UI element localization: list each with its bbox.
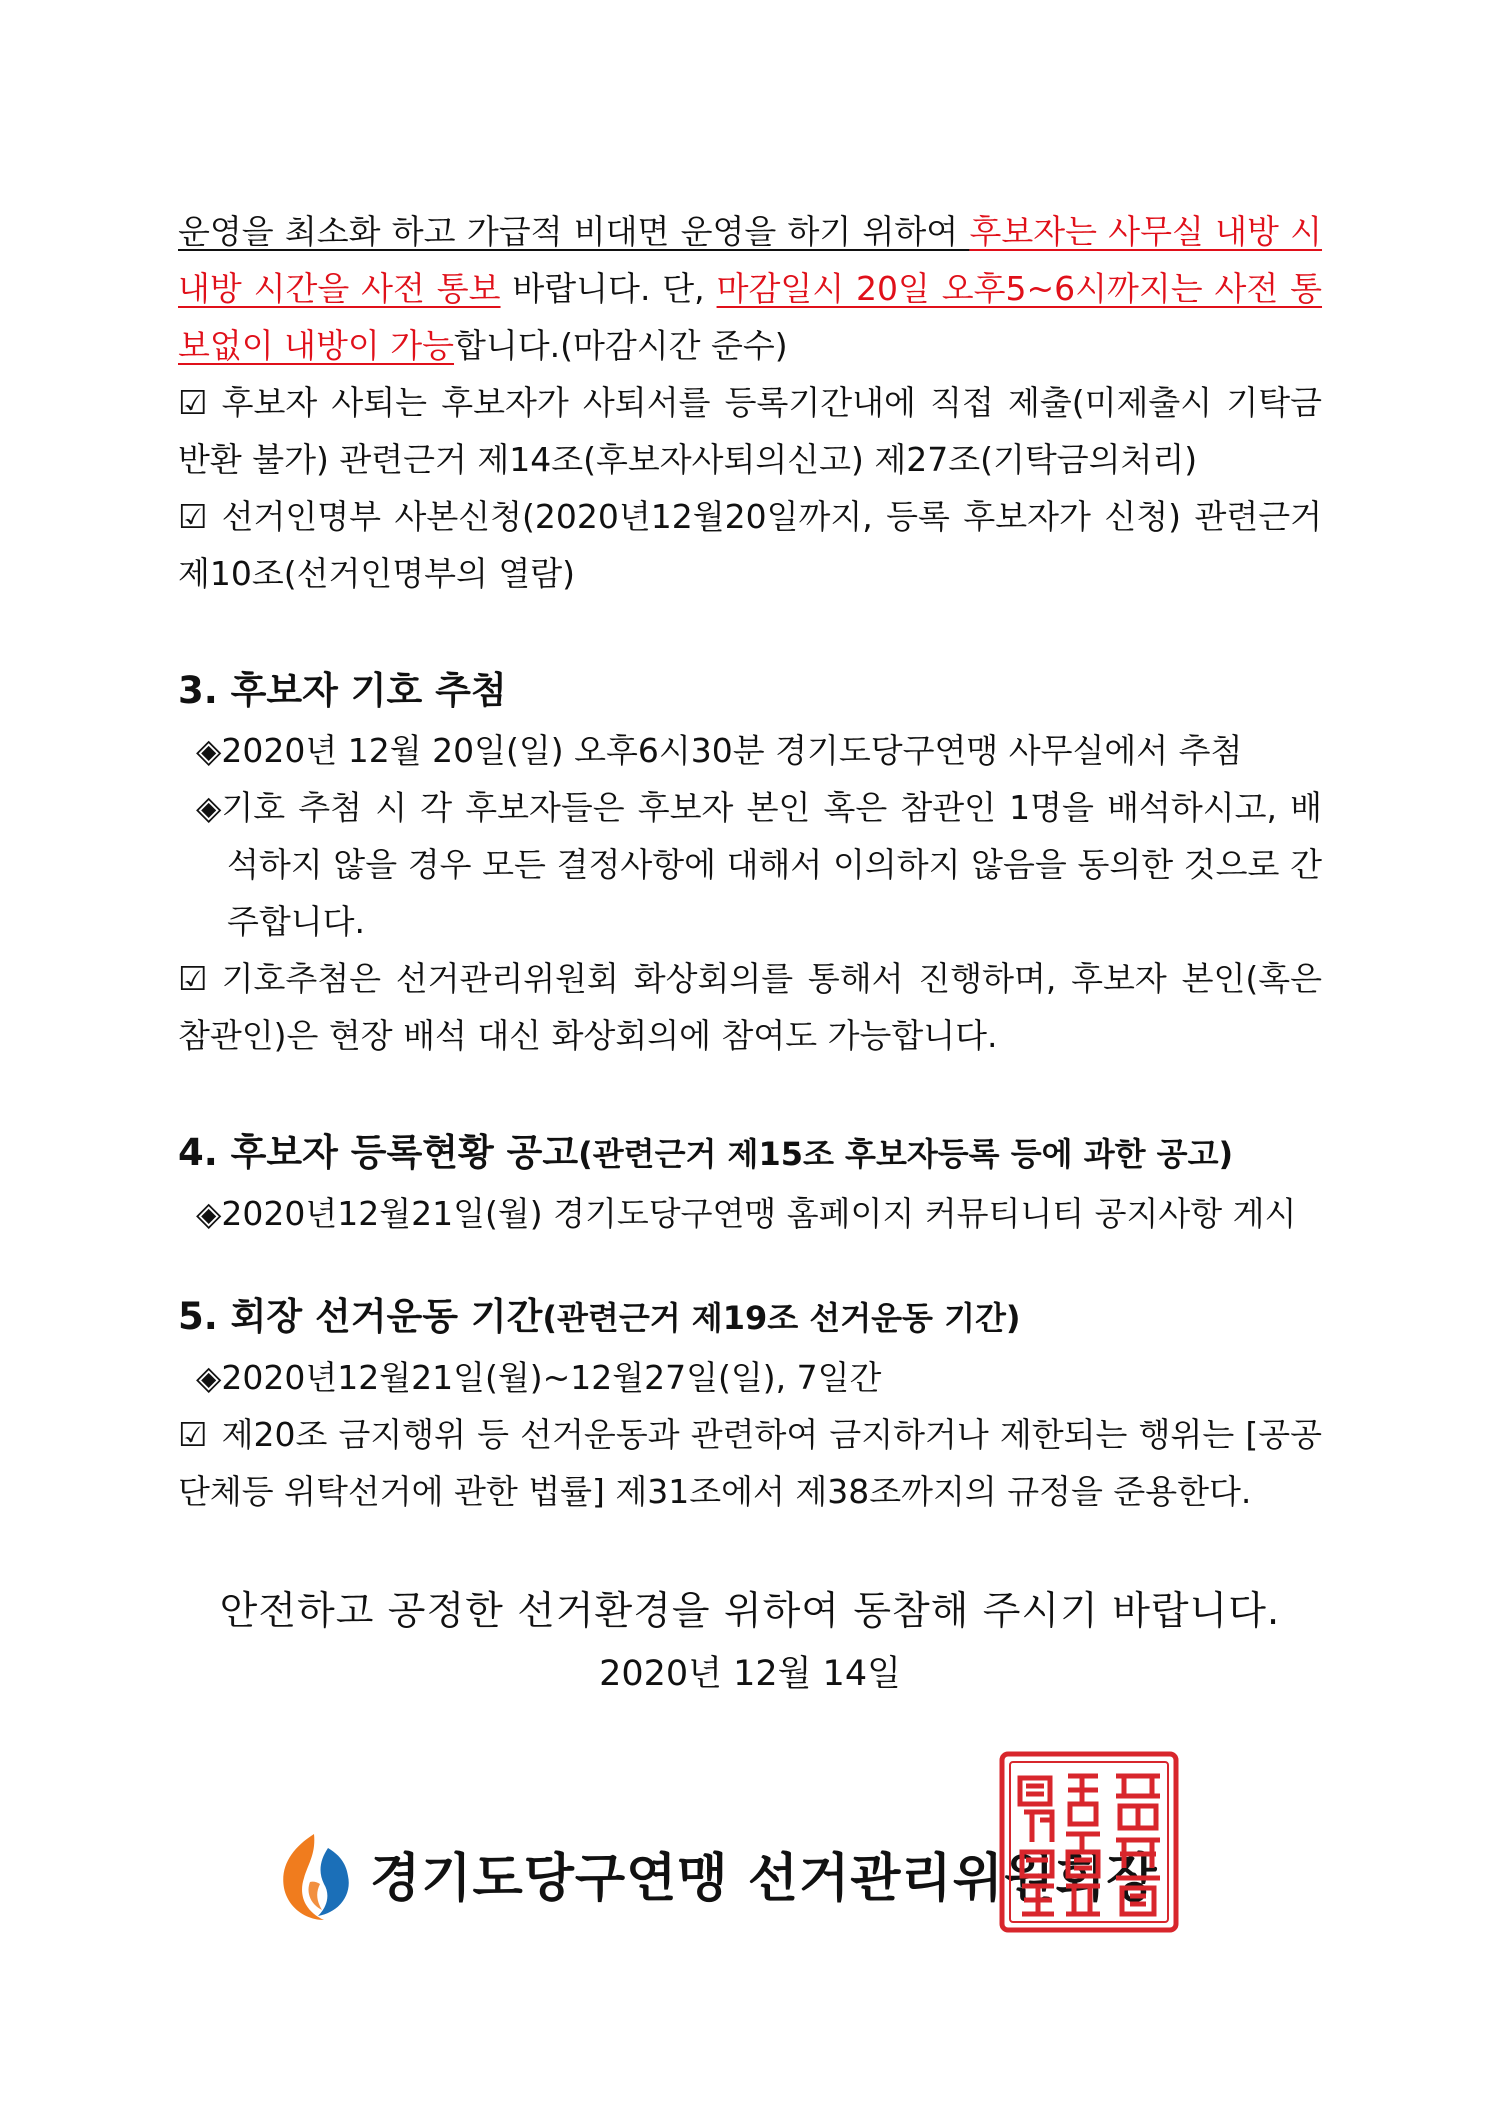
checkbox-icon: ☑: [178, 959, 208, 998]
resignation-note: [178, 374, 1322, 488]
checkbox-icon: ☑: [178, 1415, 208, 1454]
diamond-icon: ◈: [196, 731, 222, 770]
notice-paragraph: [178, 203, 1322, 374]
document-date: 2020년 12월 14일: [599, 1654, 901, 1694]
closing-statement: 안전하고 공정한 선거환경을 위하여 동참해 주시기 바랍니다.: [219, 1589, 1281, 1634]
section-5-heading: 5. 회장 선거운동 기간(관련근거 제19조 선거운동 기간): [178, 1295, 1021, 1338]
diamond-icon: ◈: [196, 788, 222, 827]
document-body: [178, 203, 1322, 1704]
section-4-item-1: ◈2020년12월21일(월) 경기도당구연맹 홈페이지 커뮤티니티 공지사항 게시: [196, 1194, 1297, 1233]
notice-text-c: 바랍니다. 단,: [500, 269, 717, 308]
resignation-text: 후보자 사퇴는 후보자가 사퇴서를 등록기간내에 직접 제출(미제출시 기탁금 반환 불가) 관련근거 제14조(후보자사퇴의신고) 제27조(기탁금의처리): [178, 383, 1322, 479]
section-3-item-1: ◈2020년 12월 20일(일) 오후6시30분 경기도당구연맹 사무실에서 추첨: [196, 731, 1243, 770]
section-3-note: ☑ 기호추첨은 선거관리위원회 화상회의를 통해서 진행하며, 후보자 본인(혹은 참관인)은 현장 배석 대신 화상회의에 참여도 가능합니다.: [178, 950, 1322, 1064]
section-3-heading: 3. 후보자 기호 추첨: [178, 669, 507, 712]
diamond-icon: ◈: [196, 1358, 222, 1397]
section-5-note: ☑ 제20조 금지행위 등 선거운동과 관련하여 금지하거나 제한되는 행위는 [공공단체등 위탁선거에 관한 법률] 제31조에서 제38조까지의 규정을 준용한다.: [178, 1406, 1322, 1520]
notice-text-a: 운영을 최소화 하고 가급적 비대면 운영을 하기 위하여: [178, 212, 970, 251]
section-3-item-2: ◈기호 추첨 시 각 후보자들은 후보자 본인 혹은 참관인 1명을 배석하시고, 배석하지 않을 경우 모든 결정사항에 대해서 이의하지 않음을 동의한 것으로 간주합니다.: [196, 788, 1322, 941]
signature-block: [270, 1822, 1230, 1942]
organization-signature: 경기도당구연맹 선거관리위원회장: [370, 1849, 1158, 1909]
notice-text-highlight-2: 마감일시 20일 오후5~6시까지는 사전 통보없이 내방이 가능: [178, 269, 1323, 365]
federation-logo-icon: [270, 1830, 356, 1926]
checkbox-icon: ☑: [178, 497, 208, 536]
official-seal-icon: [996, 1748, 1182, 1936]
voter-list-text: 선거인명부 사본신청(2020년12월20일까지, 등록 후보자가 신청) 관련근거 제10조(선거인명부의 열람): [178, 497, 1322, 593]
checkbox-icon: ☑: [178, 383, 208, 422]
voter-list-note: [178, 488, 1322, 602]
section-4-heading: 4. 후보자 등록현황 공고(관련근거 제15조 후보자등록 등에 과한 공고): [178, 1131, 1234, 1174]
notice-text-highlight-1: 후보자는 사무실 내방 시 내방 시간을 사전 통보: [178, 212, 1323, 308]
notice-text-e: 합니다.(마감시간 준수): [454, 326, 788, 365]
diamond-icon: ◈: [196, 1194, 222, 1233]
section-5-item-1: ◈2020년12월21일(월)~12월27일(일), 7일간: [196, 1358, 882, 1397]
